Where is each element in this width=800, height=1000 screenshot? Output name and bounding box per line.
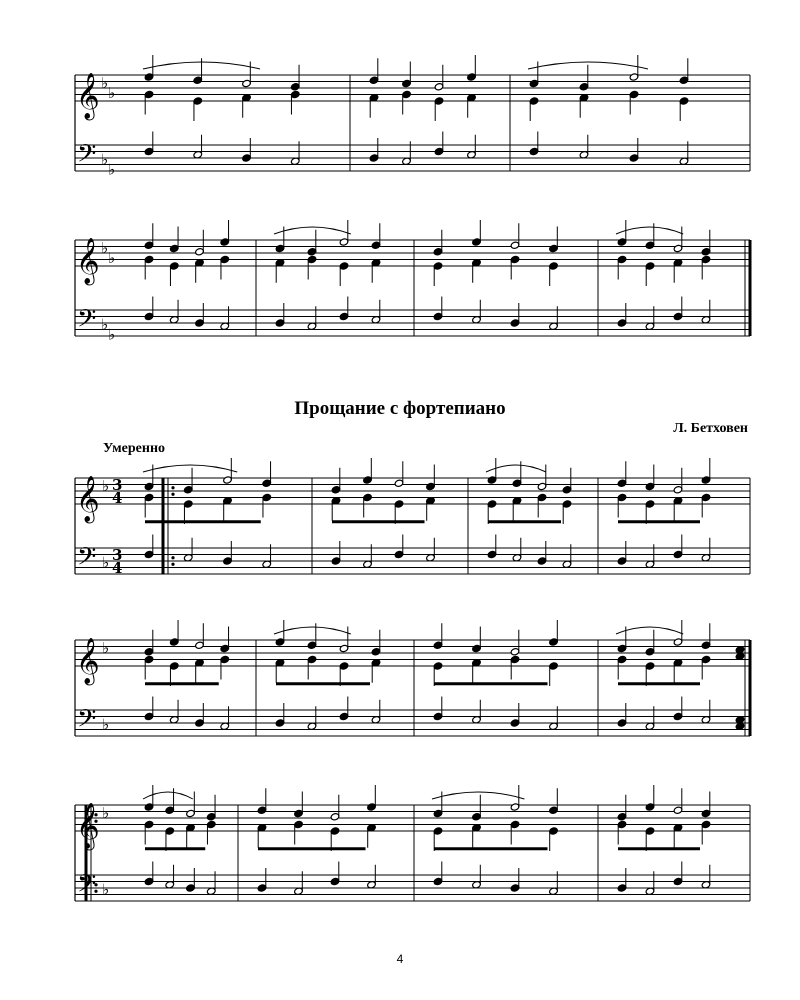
treble-staff [75, 478, 750, 504]
flat-icon: ♭ [102, 639, 110, 657]
slur [143, 465, 237, 472]
flat-icon: ♭ [102, 553, 110, 572]
time-signature-top: 3 [112, 546, 123, 564]
flat-icon: ♭ [101, 74, 109, 92]
treble-clef-icon: 𝄞 [76, 73, 100, 119]
flat-icon: ♭ [101, 239, 109, 257]
bass-clef-icon: 𝄢 [77, 542, 97, 578]
flat-icon: ♭ [102, 880, 110, 899]
piece-title: Прощание с фортепиано [294, 398, 506, 419]
tempo-marking: Умеренно [103, 441, 166, 456]
treble-clef-icon: 𝄞 [76, 476, 100, 522]
flat-icon: ♭ [102, 477, 110, 495]
slur [274, 627, 351, 634]
repeat-dot [171, 486, 174, 489]
slur [143, 792, 193, 799]
composer-name: Л. Бетховен [673, 421, 748, 436]
slur [486, 465, 546, 472]
flat-icon: ♭ [101, 315, 109, 334]
flat-icon: ♭ [108, 248, 116, 267]
treble-staff [75, 75, 750, 101]
repeat-dot [171, 556, 174, 559]
time-signature-bottom: 4 [112, 559, 123, 577]
flat-icon: ♭ [102, 804, 110, 822]
repeat-dot [171, 563, 174, 566]
slur [432, 792, 524, 799]
repeat-dot [171, 493, 174, 496]
page-number: 4 [396, 952, 404, 966]
time-signature-bottom: 4 [112, 489, 123, 507]
flat-icon: ♭ [108, 325, 116, 344]
bass-staff [75, 145, 750, 171]
slur [274, 227, 351, 234]
flat-icon: ♭ [102, 715, 110, 734]
time-signature-top: 3 [112, 476, 123, 494]
bass-clef-icon: 𝄢 [77, 869, 97, 905]
bass-clef-icon: 𝄢 [77, 304, 97, 340]
treble-clef-icon: 𝄞 [76, 803, 100, 849]
bass-clef-icon: 𝄢 [77, 704, 97, 740]
treble-clef-icon: 𝄞 [76, 238, 100, 284]
flat-icon: ♭ [108, 83, 116, 102]
flat-icon: ♭ [101, 150, 109, 169]
bass-clef-icon: 𝄢 [77, 139, 97, 175]
flat-icon: ♭ [108, 160, 116, 179]
treble-clef-icon: 𝄞 [76, 638, 100, 684]
